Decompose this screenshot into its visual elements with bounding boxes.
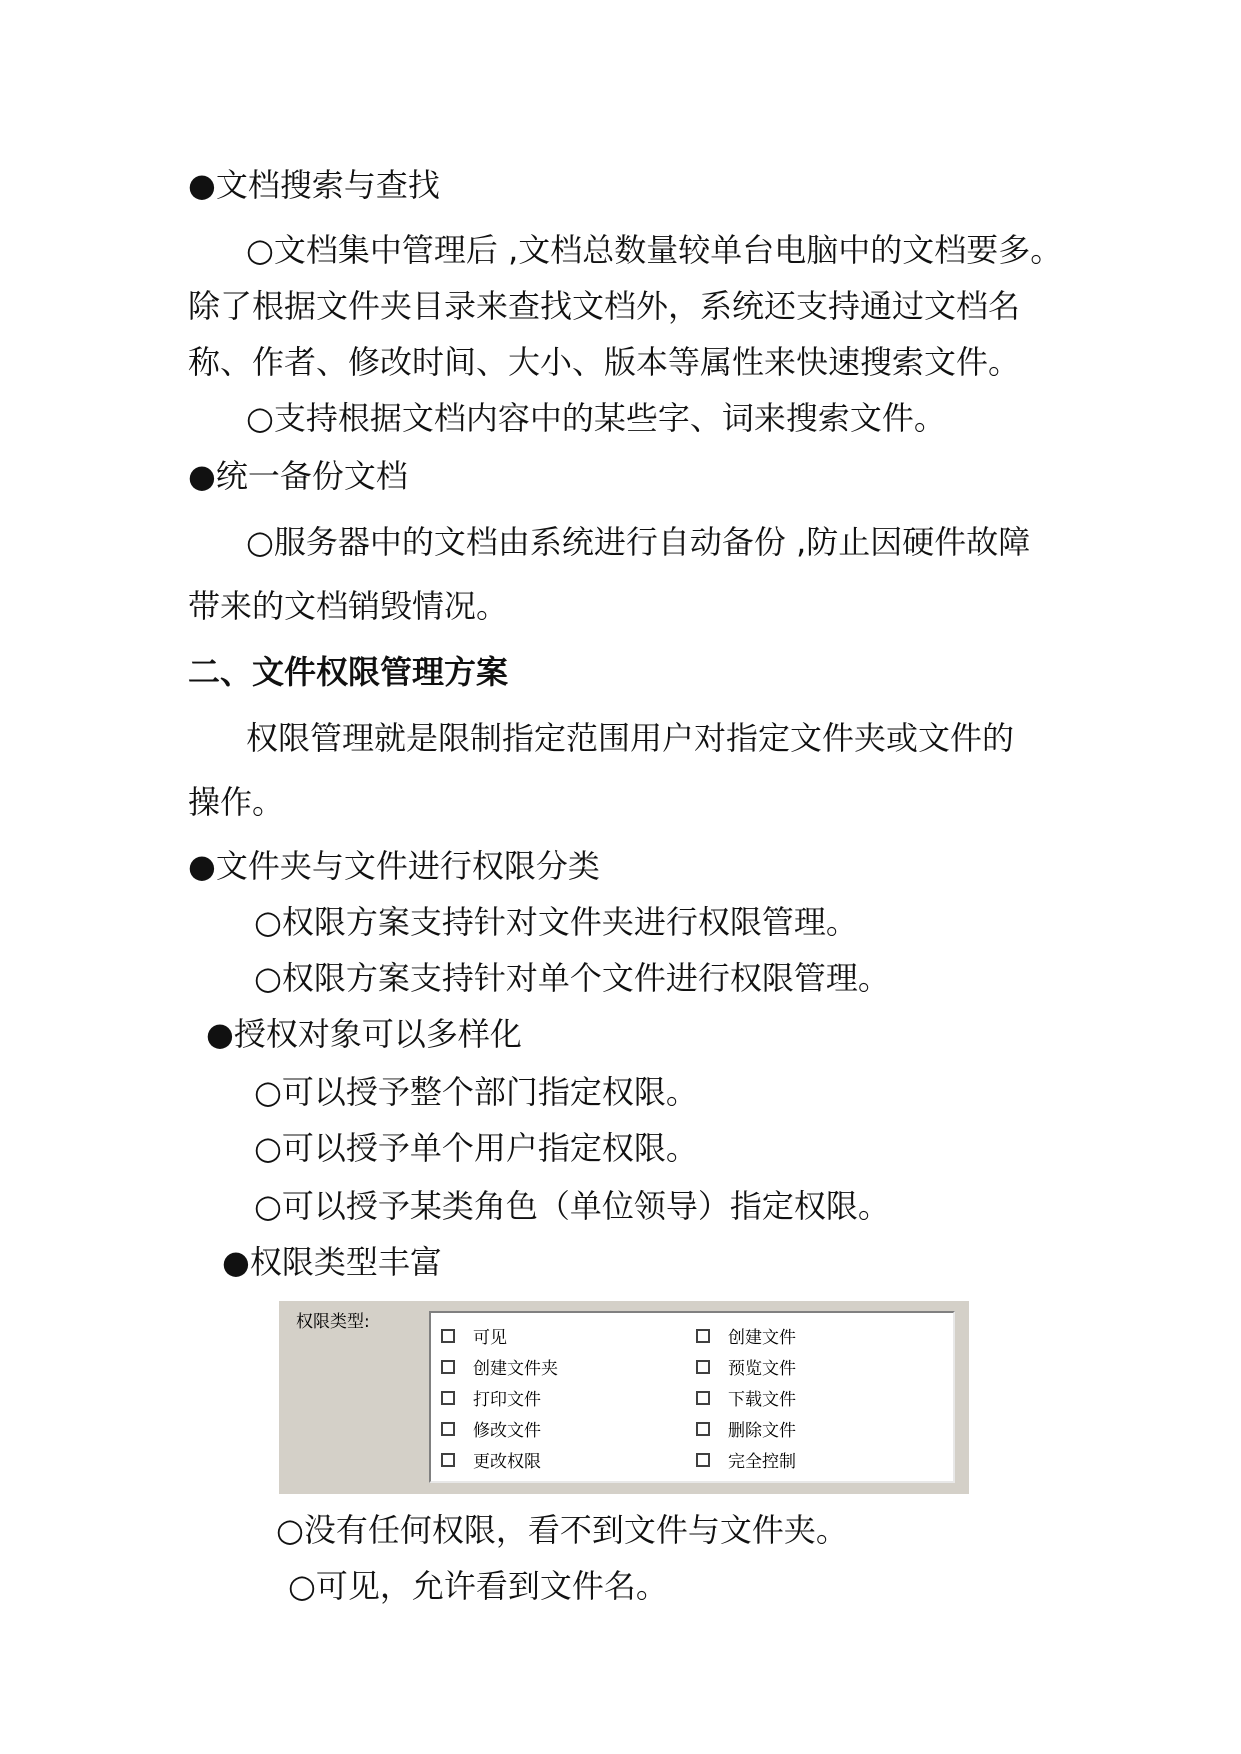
permission-option-label: 创建文件夹 (473, 1359, 558, 1379)
permission-option-label: 完全控制 (728, 1452, 796, 1472)
bullet-heading-classification: ●文件夹与文件进行权限分类 (188, 847, 600, 885)
checkbox-icon[interactable] (696, 1453, 710, 1467)
checkbox-icon[interactable] (441, 1329, 455, 1343)
paragraph-line: 带来的文档销毁情况。 (188, 587, 509, 625)
checkbox-icon[interactable] (441, 1360, 455, 1374)
checkbox-icon[interactable] (441, 1453, 455, 1467)
paragraph-line: ○可见，允许看到文件名。 (288, 1567, 668, 1605)
paragraph-line: 称、作者、修改时间、大小、版本等属性来快速搜索文件。 (188, 343, 1021, 381)
paragraph-line: ○可以授予某类角色（单位领导）指定权限。 (254, 1187, 890, 1225)
permission-option-label: 打印文件 (473, 1390, 541, 1410)
permission-type-panel (279, 1301, 969, 1494)
paragraph-line: ○文档集中管理后 ,文档总数量较单台电脑中的文档要多。 (246, 231, 1063, 269)
paragraph-line: ○可以授予整个部门指定权限。 (254, 1073, 698, 1111)
bullet-heading-backup: ●统一备份文档 (188, 457, 408, 495)
permission-option-label: 更改权限 (473, 1452, 541, 1472)
paragraph-line: ○权限方案支持针对单个文件进行权限管理。 (254, 959, 890, 997)
permission-option-label: 删除文件 (728, 1421, 796, 1441)
checkbox-icon[interactable] (696, 1329, 710, 1343)
paragraph-line: ○没有任何权限，看不到文件与文件夹。 (276, 1511, 848, 1549)
paragraph-line: ○权限方案支持针对文件夹进行权限管理。 (254, 903, 858, 941)
permission-option-label: 可见 (473, 1328, 507, 1348)
bullet-heading-search: ●文档搜索与查找 (188, 166, 440, 204)
permission-option-label: 修改文件 (473, 1421, 541, 1441)
paragraph-line: ○服务器中的文档由系统进行自动备份 ,防止因硬件故障 (246, 523, 1031, 561)
checkbox-icon[interactable] (696, 1391, 710, 1405)
checkbox-icon[interactable] (441, 1391, 455, 1405)
bullet-heading-permission-types: ●权限类型丰富 (222, 1243, 442, 1281)
permission-option-label: 创建文件 (728, 1328, 796, 1348)
paragraph-line: 权限管理就是限制指定范围用户对指定文件夹或文件的 (246, 719, 1015, 757)
paragraph-line: ○可以授予单个用户指定权限。 (254, 1129, 698, 1167)
checkbox-icon[interactable] (696, 1360, 710, 1374)
paragraph-line: 除了根据文件夹目录来查找文档外，系统还支持通过文档名 (188, 287, 1021, 325)
bullet-heading-authorization: ●授权对象可以多样化 (206, 1015, 522, 1053)
permission-options-box (429, 1311, 955, 1483)
section-heading: 二、文件权限管理方案 (188, 653, 509, 691)
checkbox-icon[interactable] (696, 1422, 710, 1436)
permission-option-label: 预览文件 (728, 1359, 796, 1379)
paragraph-line: 操作。 (188, 783, 285, 821)
permission-option-label: 下载文件 (728, 1390, 796, 1410)
checkbox-icon[interactable] (441, 1422, 455, 1436)
paragraph-line: ○支持根据文档内容中的某些字、词来搜索文件。 (246, 399, 946, 437)
permission-type-label: 权限类型: (296, 1312, 370, 1332)
